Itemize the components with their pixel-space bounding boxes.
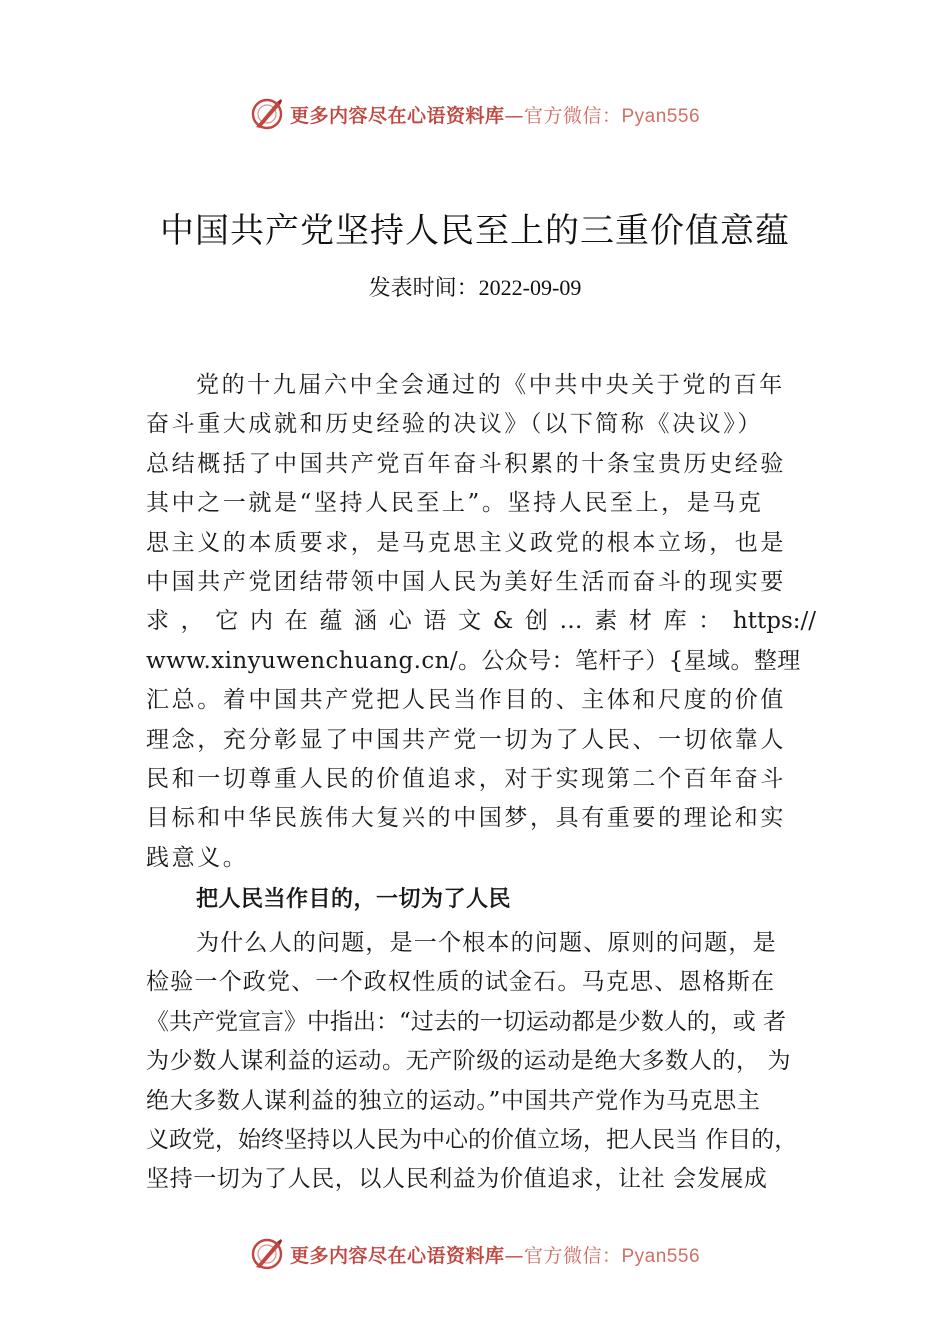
banner-text: 更多内容尽在心语资料库—官方微信：Pyan556 [289,1244,701,1267]
paragraph-line: 践意义。 [146,844,249,871]
paragraph-line: 汇总。着中国共产党把人民当作目的、主体和尺度的价值 [146,687,786,714]
paragraph-line: 奋斗重大成就和历史经验的决议》（以下简称《决议》） [146,411,763,438]
paragraph-line: 为什么人的问题，是一个根本的问题、原则的问题，是 [196,930,777,956]
paragraph-1 [146,366,816,878]
paragraph-line: 理念，充分彰显了中国共产党一切为了人民、一切依靠人 [146,726,786,753]
paragraph-2 [146,924,846,1200]
document-title: 中国共产党坚持人民至上的三重价值意蕴 [160,211,790,251]
paragraph-line: 坚持一切为了人民，以人民利益为价值追求，让社 会发展成 [146,1166,768,1193]
paragraph-line: 思主义的本质要求，是马克思主义政党的根本立场，也是 [146,529,786,556]
header-banner [0,94,950,134]
paragraph-line: 《共产党宣言》中指出：“过去的一切运动都是少数人的，或 者 [146,1008,787,1035]
paragraph-line: 民和一切尊重人民的价值追求，对于实现第二个百年奋斗 [146,765,786,792]
paragraph-line: 求，它内在蕴涵心语文&创…素材库：https:// [146,608,816,635]
paragraph-line: 目标和中华民族伟大复兴的中国梦，具有重要的理论和实 [146,805,786,832]
section-1 [146,880,846,920]
paragraph-line: 为少数人谋利益的运动。无产阶级的运动是绝大多数人的， 为 [146,1048,792,1075]
footer-banner [0,1234,950,1274]
date-value: 2022-09-09 [478,275,582,300]
quill-pen-logo-icon [250,1237,284,1271]
publish-date [0,271,950,302]
paragraph-line: 其中之一就是“坚持人民至上”。坚持人民至上，是马克 [146,490,764,517]
paragraph-line: 中国共产党团结带领中国人民为美好生活而奋斗的现实要 [146,568,786,595]
paragraph-line: 检验一个政党、一个政权性质的试金石。马克思、恩格斯在 [146,969,776,996]
quill-pen-logo-icon [250,97,284,131]
date-label: 发表时间： [368,276,479,301]
paragraph-line: 义政党，始终坚持以人民为中心的价值立场，把人民当 作目的， [146,1126,798,1153]
paragraph-line: 总结概括了中国共产党百年奋斗积累的十条宝贵历史经验 [146,450,786,477]
paragraph-line: 绝大多数人谋利益的独立的运动。”中国共产党作为马克思主 [146,1087,761,1114]
paragraph-line: 党的十九届六中全会通过的《中共中央关于党的百年 [196,372,785,398]
section-heading: 把人民当作目的，一切为了人民 [196,887,512,912]
paragraph-line: www.xinyuwenchuang.cn/。公众号：笔杆子）{星域。整理 [146,647,801,674]
banner-text: 更多内容尽在心语资料库—官方微信：Pyan556 [289,104,701,127]
